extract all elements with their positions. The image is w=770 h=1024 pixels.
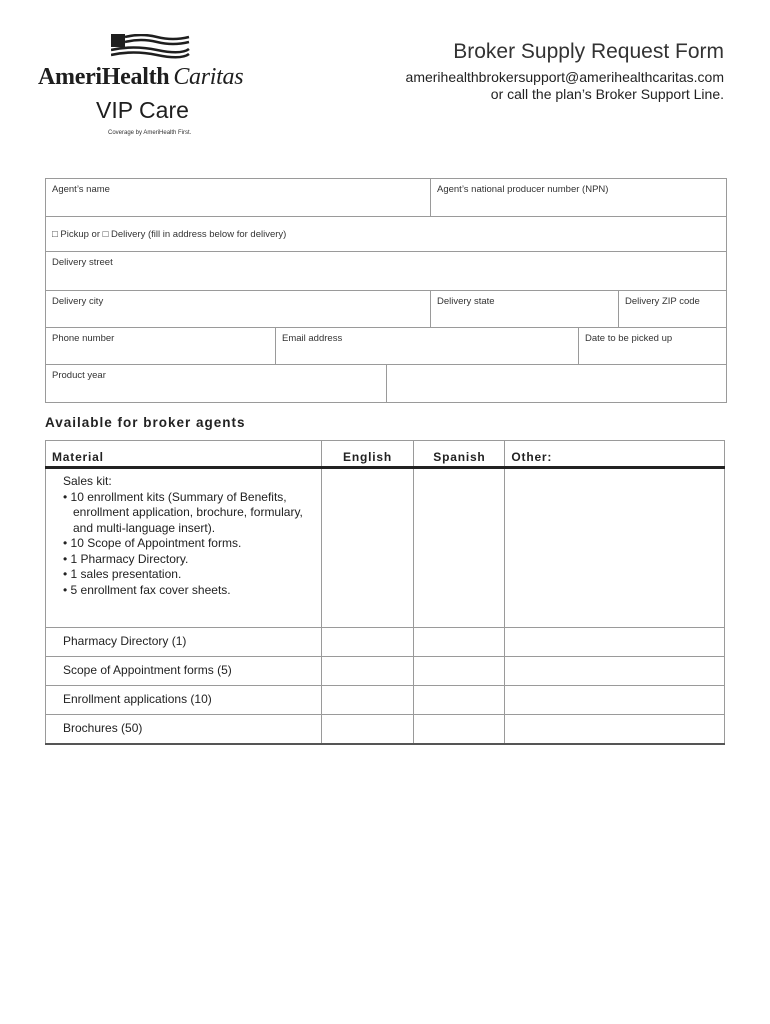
pickup-delivery-choice xyxy=(46,217,726,251)
english-qty-input[interactable] xyxy=(321,468,414,628)
list-item: • 10 enrollment kits (Summary of Benefits, enrollment application, brochure, formulary, and multi-language insert). xyxy=(63,489,303,535)
npn-field[interactable]: Agent’s national producer number (NPN) xyxy=(430,179,726,216)
material-header: Material xyxy=(46,441,322,468)
product-year-field[interactable]: Product year xyxy=(52,370,106,381)
spanish-qty-input[interactable] xyxy=(414,468,505,628)
sales-kit-list xyxy=(63,490,311,599)
other-qty-input[interactable] xyxy=(505,686,725,715)
agent-info-form xyxy=(45,178,727,403)
list-item: • 10 Scope of Appointment forms. xyxy=(63,536,242,550)
table-row xyxy=(46,686,725,715)
delivery-city-field[interactable]: Delivery city xyxy=(52,296,104,307)
table-row xyxy=(46,715,725,744)
delivery-zip-field[interactable]: Delivery ZIP code xyxy=(618,291,726,327)
english-qty-input[interactable] xyxy=(321,715,414,744)
spanish-qty-input[interactable] xyxy=(414,715,505,744)
english-qty-input[interactable] xyxy=(321,628,414,657)
email-field[interactable]: Email address xyxy=(275,328,578,364)
spanish-qty-input[interactable] xyxy=(414,657,505,686)
phone-field[interactable]: Phone number xyxy=(52,333,115,344)
brand-name: AmeriHealth Caritas xyxy=(38,64,244,90)
section-title: Available for broker agents xyxy=(45,415,246,430)
material-name: Pharmacy Directory (1) xyxy=(46,628,322,657)
table-row xyxy=(46,657,725,686)
flag-logo-icon xyxy=(111,34,191,60)
other-header: Other: xyxy=(505,441,725,468)
coverage-note: Coverage by AmeriHealth First. xyxy=(108,130,192,136)
materials-table xyxy=(45,440,725,745)
table-row xyxy=(46,468,725,628)
pickup-date-field[interactable]: Date to be picked up xyxy=(578,328,726,364)
english-qty-input[interactable] xyxy=(321,657,414,686)
english-header: English xyxy=(321,441,414,468)
list-item: • 1 Pharmacy Directory. xyxy=(63,551,189,566)
other-qty-input[interactable] xyxy=(505,628,725,657)
list-item: • 5 enrollment fax cover sheets. xyxy=(63,582,231,597)
delivery-state-field[interactable]: Delivery state xyxy=(430,291,618,327)
contact-info xyxy=(406,69,724,103)
material-name: Brochures (50) xyxy=(46,715,322,744)
material-name: Enrollment applications (10) xyxy=(46,686,322,715)
delivery-label: Delivery (fill in address below for delivery) xyxy=(111,229,287,240)
material-name: Scope of Appointment forms (5) xyxy=(46,657,322,686)
pickup-checkbox[interactable]: □ xyxy=(52,229,58,240)
sales-kit-title: Sales kit: xyxy=(63,474,112,488)
support-line-text: or call the plan’s Broker Support Line. xyxy=(490,86,724,102)
other-qty-input[interactable] xyxy=(505,468,725,628)
english-qty-input[interactable] xyxy=(321,686,414,715)
other-qty-input[interactable] xyxy=(505,715,725,744)
sales-kit-cell xyxy=(46,468,322,628)
spanish-qty-input[interactable] xyxy=(414,686,505,715)
other-qty-input[interactable] xyxy=(505,657,725,686)
table-row xyxy=(46,628,725,657)
spanish-qty-input[interactable] xyxy=(414,628,505,657)
product-year-value[interactable] xyxy=(386,365,726,402)
agent-name-field[interactable]: Agent’s name xyxy=(52,184,110,195)
list-item: • 1 sales presentation. xyxy=(63,567,182,581)
support-email-link[interactable]: amerihealthbrokersupport@amerihealthcaritas.com xyxy=(405,69,724,85)
company-logo xyxy=(36,34,276,144)
pickup-label: Pickup or xyxy=(60,229,100,240)
table-header-row xyxy=(46,441,725,468)
delivery-street-field[interactable]: Delivery street xyxy=(52,257,113,268)
form-title: Broker Supply Request Form xyxy=(453,40,724,63)
spanish-header: Spanish xyxy=(414,441,505,468)
delivery-checkbox[interactable]: □ xyxy=(102,229,109,240)
product-name: VIP Care xyxy=(96,97,189,123)
